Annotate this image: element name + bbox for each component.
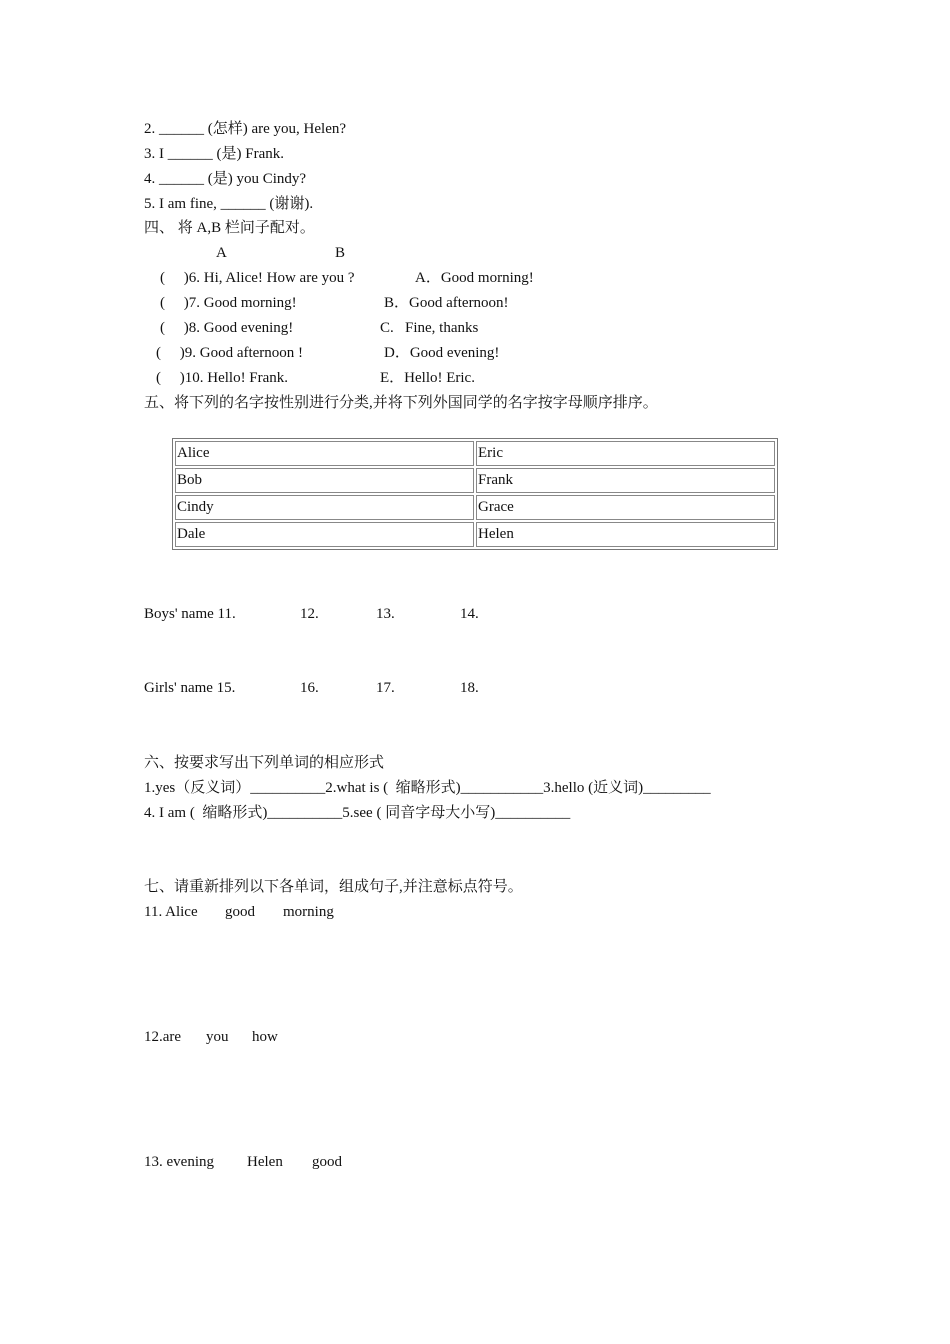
reorder-question-13: 13. evening <box>144 1154 214 1170</box>
match-item-b: E．Hello! Eric. <box>380 370 475 386</box>
reorder-word: morning <box>283 904 334 920</box>
reorder-question-12: 12.are <box>144 1029 182 1045</box>
match-item-b: C. Fine, thanks <box>380 320 479 336</box>
names-table <box>172 438 778 550</box>
column-b-header: B <box>335 245 346 261</box>
table-row <box>175 522 775 547</box>
table-cell: Cindy <box>175 495 474 520</box>
boys-name-label: Boys' name 11. <box>144 606 236 622</box>
question-3: 3. I ______ (是) Frank. <box>144 146 284 162</box>
word-form-line-2: 4. I am ( 缩略形式)__________5.see ( 同音字母大小写)__________ <box>144 805 571 821</box>
reorder-word: good <box>312 1154 342 1170</box>
match-item-a: ( )6. Hi, Alice! How are you ? <box>160 270 355 286</box>
table-cell: Bob <box>175 468 474 493</box>
reorder-word: good <box>225 904 255 920</box>
reorder-word: how <box>252 1029 278 1045</box>
match-item-b: A．Good morning! <box>415 270 534 286</box>
reorder-word: you <box>206 1029 229 1045</box>
match-item-b: D．Good evening! <box>384 345 500 361</box>
question-4: 4. ______ (是) you Cindy? <box>144 171 307 187</box>
section6-title: 六、按要求写出下列单词的相应形式 <box>144 755 385 771</box>
table-cell: Grace <box>476 495 775 520</box>
table-row <box>175 495 775 520</box>
boys-blank-number: 12. <box>300 606 319 622</box>
match-item-a: ( )8. Good evening! <box>160 320 294 336</box>
match-item-a: ( )9. Good afternoon ! <box>156 345 304 361</box>
question-5: 5. I am fine, ______ (谢谢). <box>144 196 314 212</box>
table-row <box>175 468 775 493</box>
girls-blank-number: 16. <box>300 680 319 696</box>
word-form-line-1: 1.yes（反义词）__________2.what is ( 缩略形式)___________3.hello (近义词)_________ <box>144 780 711 796</box>
match-item-a: ( )7. Good morning! <box>160 295 297 311</box>
table-cell: Alice <box>175 441 474 466</box>
table-cell: Frank <box>476 468 775 493</box>
section4-title: 四、 将 A,B 栏问子配对。 <box>144 220 315 236</box>
boys-blank-number: 14. <box>460 606 479 622</box>
reorder-word: Helen <box>247 1154 283 1170</box>
girls-blank-number: 17. <box>376 680 395 696</box>
match-item-a: ( )10. Hello! Frank. <box>156 370 289 386</box>
table-row <box>175 441 775 466</box>
girls-name-label: Girls' name 15. <box>144 680 236 696</box>
section5-title: 五、将下列的名字按性别进行分类,并将下列外国同学的名字按字母顺序排序。 <box>144 395 658 411</box>
section7-title: 七、请重新排列以下各单词，组成句子,并注意标点符号。 <box>144 879 523 895</box>
girls-blank-number: 18. <box>460 680 479 696</box>
reorder-question-11: 11. Alice <box>144 904 198 920</box>
table-cell: Dale <box>175 522 474 547</box>
table-cell: Helen <box>476 522 775 547</box>
column-a-header: A <box>216 245 227 261</box>
table-cell: Eric <box>476 441 775 466</box>
question-2: 2. ______ (怎样) are you, Helen? <box>144 121 347 137</box>
match-item-b: B．Good afternoon! <box>384 295 509 311</box>
boys-blank-number: 13. <box>376 606 395 622</box>
